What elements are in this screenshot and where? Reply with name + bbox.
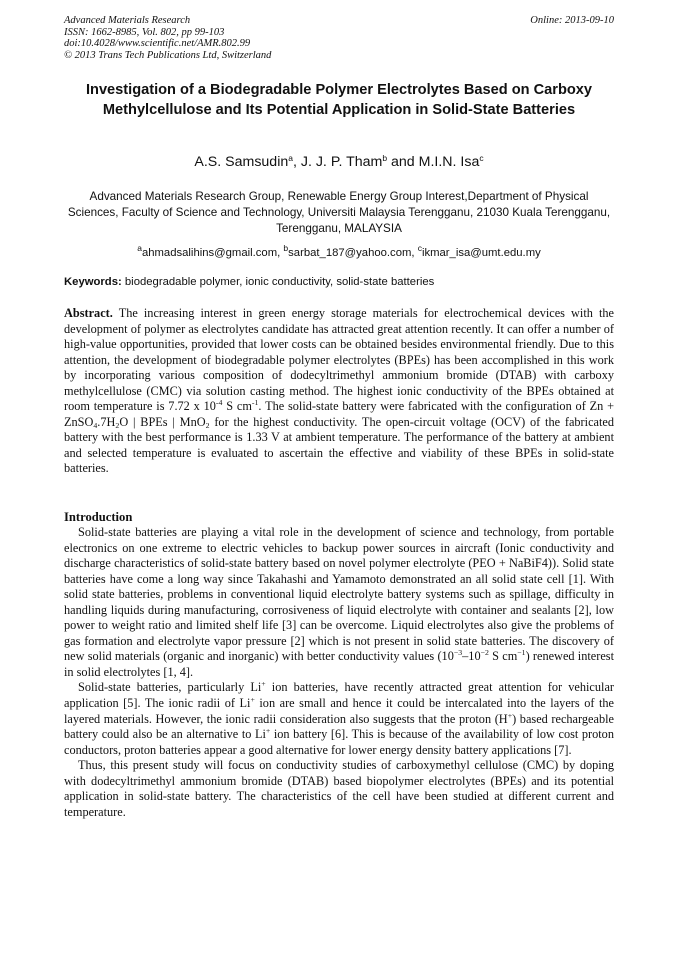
abstract-text: for the highest conductivity. The open-circuit voltage (OCV) of the fabricated battery with the best performance is 1.33 V at ambient temperature. The performance of the battery at ambient and selected temperature is evaluated to ascertain the effective and viability of these BPEs in solid-state batteries. [64, 414, 615, 476]
online-date: Online: 2013-09-10 [530, 15, 614, 26]
email-list [64, 243, 614, 260]
paragraph-text: –10 [462, 649, 481, 664]
email-mark: a [137, 243, 142, 253]
paragraph-text: ) renewed interest in solid electrolytes [1, 4]. [64, 649, 614, 679]
doi-line: doi:10.4028/www.scientific.net/AMR.802.99 [64, 38, 251, 50]
exponent: + [250, 695, 255, 705]
paragraph-text: ) based rechargeable battery could also be an alternative to Li [64, 711, 614, 742]
keywords-label: Keywords: [64, 276, 122, 288]
paragraph: Thus, this present study will focus on conductivity studies of carboxymethyl cellulose (CMC) by doping with dodecyltrimethyl ammonium bromide (DTAB) based biopolymer electrolytes (BPEs) and its potential application in solid-state battery. The characteristics of the cell have been studied at different current and temperature. [64, 758, 614, 819]
paragraph [64, 680, 614, 758]
introduction-body [64, 525, 614, 820]
keywords-text: biodegradable polymer, ionic conductivity, solid-state batteries [121, 276, 435, 288]
email-mark: b [283, 243, 289, 253]
abstract-text: S cm [222, 399, 252, 414]
exponent: -1 [251, 398, 259, 408]
abstract [64, 306, 614, 477]
exponent: + [265, 726, 271, 736]
abstract-text: . The solid-state battery were fabricated with the configuration of Zn + ZnSO [64, 399, 615, 429]
abstract-text: The increasing interest in green energy storage materials for electrochemical devices with the development of polymer as electrolytes candidate has attracted great attention recently. It can offer a number of high-value opportunities, provided that lower costs can be obtained besides environmental friendly. Due to this attention, the development of biodegradable polymer electrolytes (BPEs) has been accomplished in this work by incorporating various composition of dodecyltrimethyl ammonium bromide (DTAB) with carboxy methylcellulose (CMC) via solution casting method. The highest ionic conductivity of the BPEs obtained at room temperature is 7.72 x 10 [64, 306, 614, 414]
paragraph-text: ion batteries, have recently attracted great attention for vehicular application [5]. The ionic radii of Li [64, 680, 614, 711]
exponent: −2 [480, 648, 489, 658]
email-mark: c [417, 243, 422, 253]
affiliation: Advanced Materials Research Group, Renewable Energy Group Interest,Department of Physical Sciences, Faculty of Science and Technology, Universiti Malaysia Terengganu, 21030 Kuala Terengganu, Terengganu, MALAYSIA [67, 190, 611, 235]
keywords [64, 275, 614, 289]
issn-line: ISSN: 1662-8985, Vol. 802, pp 99-103 [64, 26, 225, 38]
journal-name: Advanced Materials Research [64, 15, 191, 26]
abstract-text: .7H [97, 414, 116, 429]
abstract-text: O | BPEs | MnO [119, 414, 206, 429]
author-mark: c [479, 153, 484, 163]
journal-header [64, 15, 271, 61]
exponent: + [507, 710, 513, 720]
author-mark: a [288, 153, 293, 163]
paper-title: Investigation of a Biodegradable Polymer Electrolytes Based on Carboxy Methylcellulose and Its Potential Application in Solid-State Batteries [85, 82, 593, 118]
exponent: −1 [517, 648, 526, 658]
author-list [64, 153, 614, 171]
email-link[interactable]: ikmar_isa@umt.edu.my [421, 247, 541, 259]
subscript: 4 [93, 420, 98, 430]
paragraph-text: ion are small and hence it could be intercalated into the layers of the layered materials. However, the ionic radii consideration also suggests that the proton (H [64, 696, 614, 726]
paragraph-text: Solid-state batteries are playing a vital role in the development of science and technology, from portable electronics on one extreme to electric vehicles to backup power sources in aircraft (Ionic conductivity and discharge characteristics of solid-state battery based on novel polymer electrolyte (PEO + NaBiF4)). Solid state batteries have come a long way since Takahashi and Yamamoto demonstrated an all solid state cell [1]. With solid state batteries, problems in conventional liquid electrolyte battery systems such as spillage, difficulty in handling liquids during manufacturing, corrosiveness of liquid electrolyte with container and sealants [2], low power to weight ratio and limited shelf life [3] can be overcome. Liquid electrolytes also give the problems of gas formation and electrolyte vapor pressure [2] which is not present in solid state batteries. The discovery of new solid materials (organic and inorganic) with better conductivity values (10 [64, 525, 614, 664]
author-name: M.I.N. Isa [418, 154, 480, 170]
section-heading-introduction: Introduction [64, 510, 133, 524]
exponent: −3 [453, 648, 463, 658]
abstract-label: Abstract. [64, 306, 113, 320]
exponent: -4 [215, 398, 223, 408]
author-mark: b [382, 153, 388, 163]
paragraph-text: ion battery [6]. This is because of the availability of low cost proton conductors, proton batteries appear a good alternative for lower energy density battery applications [7]. [64, 727, 614, 757]
email-link[interactable]: ahmadsalihins@gmail.com [141, 247, 278, 259]
exponent: + [261, 679, 266, 689]
author-separator: and [387, 154, 419, 170]
author-separator: , [292, 154, 301, 170]
paragraph-text: Solid-state batteries, particularly Li [78, 680, 262, 695]
email-link[interactable]: sarbat_187@yahoo.com [288, 247, 412, 259]
email-separator: , [411, 247, 418, 259]
email-separator: , [277, 247, 284, 259]
subscript: 2 [115, 420, 120, 430]
copyright-line: © 2013 Trans Tech Publications Ltd, Switzerland [64, 49, 272, 61]
author-name: J. J. P. Tham [300, 154, 383, 170]
paragraph [64, 525, 614, 680]
subscript: 2 [205, 420, 210, 430]
author-name: A.S. Samsudin [194, 154, 289, 170]
paragraph-text: S cm [488, 649, 518, 664]
